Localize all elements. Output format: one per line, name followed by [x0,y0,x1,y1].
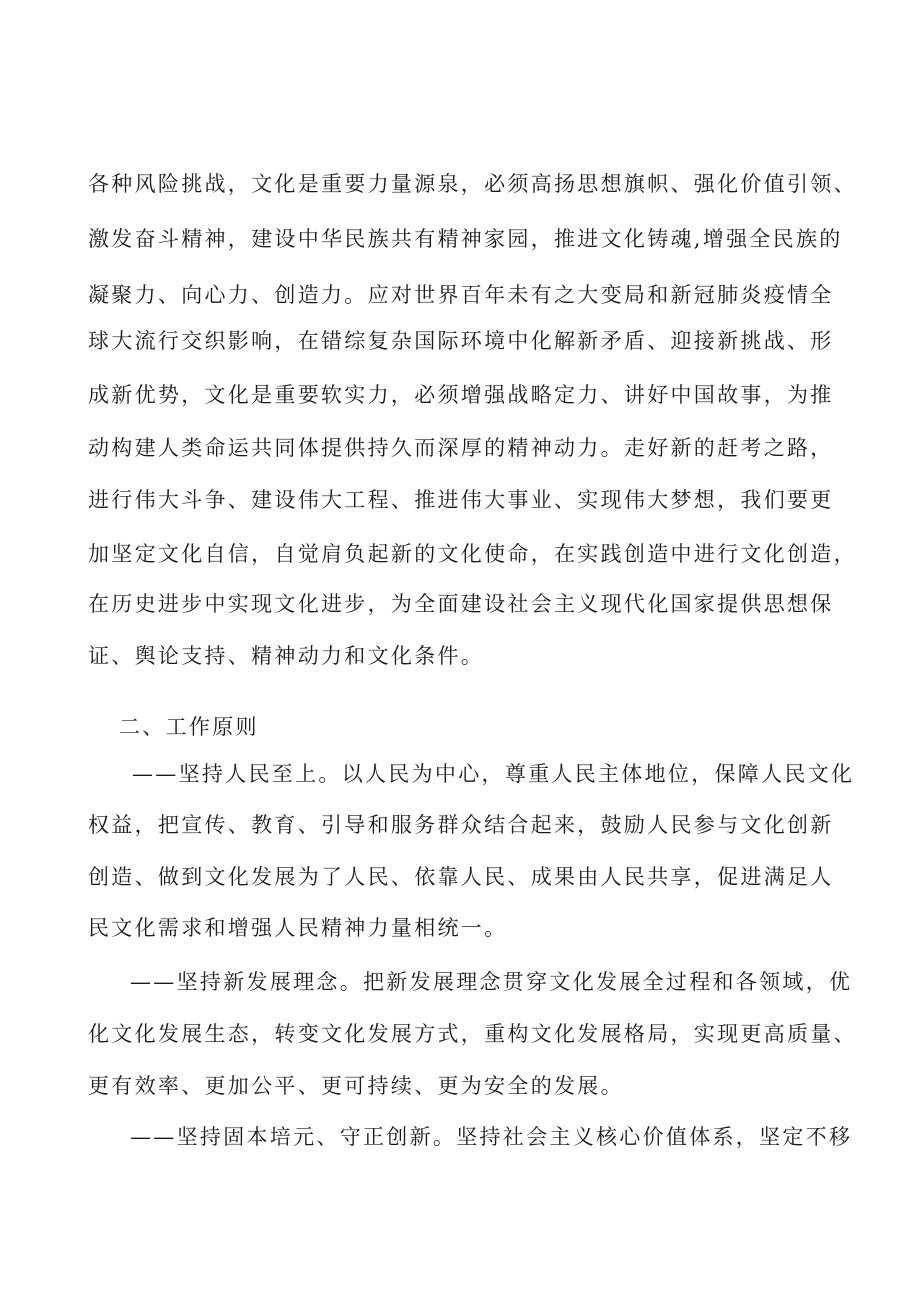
body-text-line: 证、舆论支持、精神动力和文化条件。 [88,644,485,668]
body-text-line: 化文化发展生态，转变文化发展方式，重构文化发展格局，实现更高质量、 [88,1022,857,1046]
body-text-line: 动构建人类命运共同体提供持久而深厚的精神动力。走好新的赶考之路， [88,436,834,460]
body-text-line: 成新优势，文化是重要软实力，必须增强战略定力、讲好中国故事，为推 [88,383,834,407]
body-text-line: 加坚定文化自信，自觉肩负起新的文化使命，在实践创造中进行文化创造， [88,542,857,566]
section-heading: 二、工作原则 [119,715,259,739]
body-text-line: ——坚持新发展理念。把新发展理念贯穿文化发展全过程和各领域，优 [130,970,853,994]
body-text-line: 创造、做到文化发展为了人民、依靠人民、成果由人民共享，促进满足人 [88,865,834,889]
body-text-line: 球大流行交织影响，在错综复杂国际环境中化解新矛盾、迎接新挑战、形 [88,329,834,353]
body-text-line: 凝聚力、向心力、创造力。应对世界百年未有之大变局和新冠肺炎疫情全 [88,283,834,307]
body-text-line: ——坚持固本培元、守正创新。坚持社会主义核心价值体系，坚定不移 [130,1125,853,1149]
body-text-line: 权益，把宣传、教育、引导和服务群众结合起来，鼓励人民参与文化创新 [88,813,834,837]
body-text-line: 各种风险挑战，文化是重要力量源泉，必须高扬思想旗帜、强化价值引领、 [88,172,857,196]
body-text-line: 激发奋斗精神，建设中华民族共有精神家园，推进文化铸魂,增强全民族的 [88,227,843,251]
body-text-line: 在历史进步中实现文化进步，为全面建设社会主义现代化国家提供思想保 [88,592,834,616]
body-text-line: 民文化需求和增强人民精神力量相统一。 [88,916,508,940]
body-text-line: 进行伟大斗争、建设伟大工程、推进伟大事业、实现伟大梦想，我们要更 [88,488,834,512]
body-text-line: ——坚持人民至上。以人民为中心，尊重人民主体地位，保障人民文化 [132,762,855,786]
body-text-line: 更有效率、更加公平、更可持续、更为安全的发展。 [88,1074,624,1098]
